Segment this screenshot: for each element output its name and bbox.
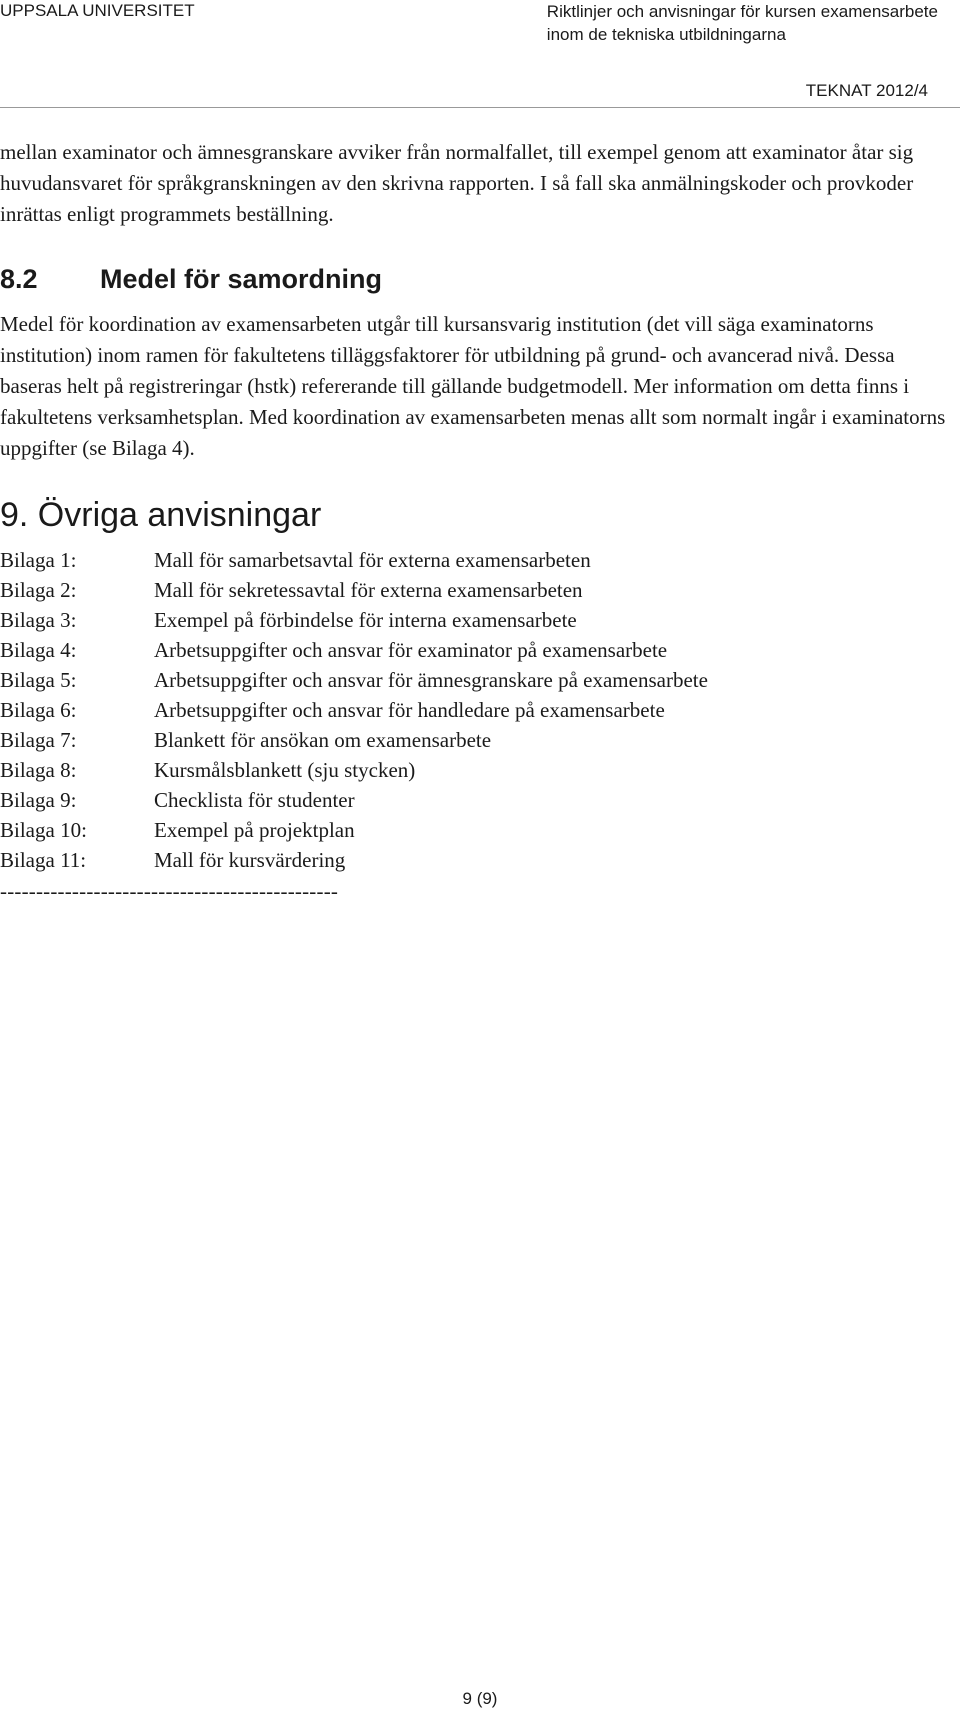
document-title-line-2: inom de tekniska utbildningarna	[546, 25, 786, 44]
appendix-title: Checklista för studenter	[154, 788, 355, 812]
end-dash-rule: -----------------------------------------------	[0, 879, 339, 903]
section-8-2-heading	[0, 263, 382, 295]
appendix-title: Kursmålsblankett (sju stycken)	[154, 758, 416, 782]
appendix-title: Arbetsuppgifter och ansvar för examinator på examensarbete	[154, 638, 668, 662]
appendix-label: Bilaga 11:	[0, 848, 87, 872]
section-8-2-body: Medel för koordination av examensarbeten utgår till kursansvarig institution (det vill säga examinatorns institution) inom ramen för fakultetens tilläggsfaktorer för utbildning på grund- och avancerad nivå. Dessa baseras helt på registreringar (hstk) refererande till gällande budgetmodell. Mer information om detta finns i fakultetens verksamhetsplan. Med koordination av examensarbeten menas allt som normalt ingår i examinatorns uppgifter (se Bilaga 4).	[0, 312, 946, 460]
header-divider	[0, 107, 960, 108]
appendix-item	[0, 785, 708, 815]
appendix-item	[0, 635, 708, 665]
university-name: UPPSALA UNIVERSITET	[0, 1, 195, 20]
appendix-item	[0, 815, 708, 845]
appendix-title: Blankett för ansökan om examensarbete	[154, 728, 492, 752]
appendix-item	[0, 605, 708, 635]
section-8-2-title: Medel för samordning	[100, 264, 383, 294]
appendix-label: Bilaga 10:	[0, 818, 87, 842]
appendix-label: Bilaga 7:	[0, 728, 77, 752]
section-9-heading: 9. Övriga anvisningar	[0, 496, 322, 534]
appendix-item	[0, 575, 708, 605]
appendix-label: Bilaga 2:	[0, 578, 77, 602]
appendix-label: Bilaga 9:	[0, 788, 77, 812]
appendix-title: Exempel på förbindelse för interna examensarbete	[154, 608, 577, 632]
appendix-title: Arbetsuppgifter och ansvar för ämnesgranskare på examensarbete	[154, 668, 708, 692]
appendix-title: Mall för sekretessavtal för externa examensarbeten	[154, 578, 583, 602]
appendix-title: Mall för samarbetsavtal för externa examensarbeten	[154, 548, 591, 572]
appendix-label: Bilaga 8:	[0, 758, 77, 782]
section-8-2-number: 8.2	[0, 264, 38, 294]
appendix-label: Bilaga 3:	[0, 608, 77, 632]
appendix-item	[0, 845, 708, 875]
appendix-list	[0, 545, 708, 875]
document-title-line-1: Riktlinjer och anvisningar för kursen examensarbete	[546, 2, 938, 21]
appendix-label: Bilaga 6:	[0, 698, 77, 722]
appendix-item	[0, 725, 708, 755]
appendix-label: Bilaga 5:	[0, 668, 77, 692]
appendix-label: Bilaga 4:	[0, 638, 77, 662]
appendix-item	[0, 545, 708, 575]
appendix-item	[0, 695, 708, 725]
intro-paragraph: mellan examinator och ämnesgranskare avviker från normalfallet, till exempel genom att examinator åtar sig huvudansvaret för språkgranskningen av den skrivna rapporten. I så fall ska anmälningskoder och provkoder inrättas enligt programmets beställning.	[0, 140, 914, 226]
document-code: TEKNAT 2012/4	[805, 81, 928, 100]
document-title	[547, 0, 938, 46]
appendix-title: Exempel på projektplan	[154, 818, 355, 842]
appendix-item	[0, 665, 708, 695]
appendix-title: Mall för kursvärdering	[154, 848, 346, 872]
page-number: 9 (9)	[462, 1689, 498, 1708]
appendix-title: Arbetsuppgifter och ansvar för handledare på examensarbete	[154, 698, 665, 722]
appendix-item	[0, 755, 708, 785]
appendix-label: Bilaga 1:	[0, 548, 77, 572]
